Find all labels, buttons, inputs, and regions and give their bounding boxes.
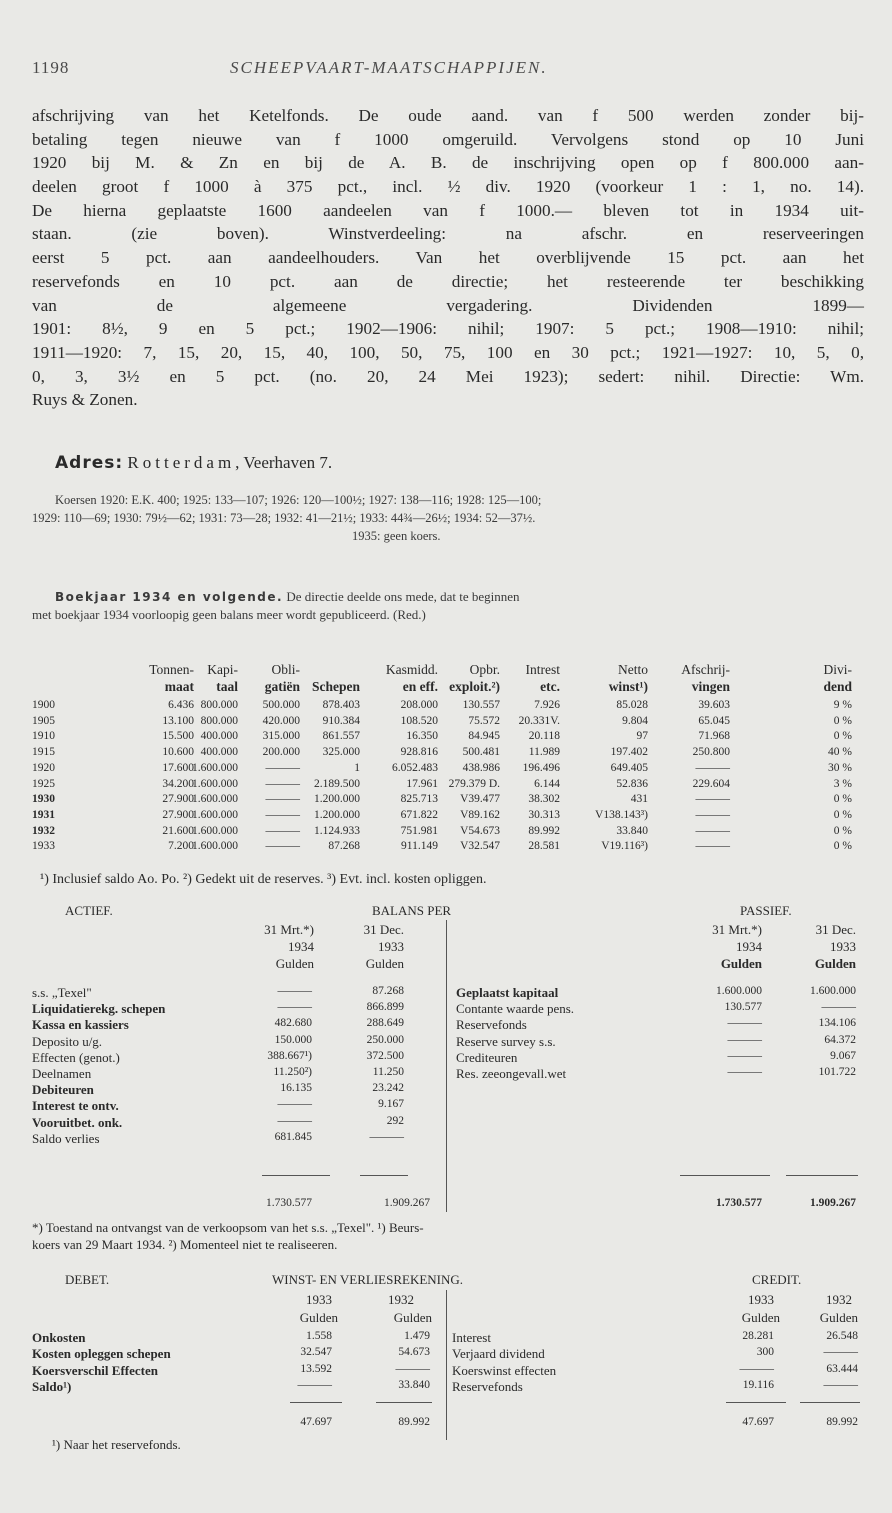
table-cell: 97: [636, 730, 648, 743]
balans-col-head: 1934: [736, 939, 762, 954]
table-cell: ———: [695, 793, 730, 806]
balans-col-head: Gulden: [275, 956, 314, 971]
column-header: Afschrij-: [681, 662, 730, 677]
actief-label: Liquidatierekg. schepen: [32, 1001, 166, 1017]
table-cell: 438.986: [462, 761, 500, 774]
passief-label: Geplaatst kapitaal: [456, 985, 559, 1000]
table-cell: 52.836: [616, 777, 648, 790]
balans-divider: [446, 920, 447, 1212]
table-cell: 27.900: [162, 808, 194, 821]
actief-value-1933: 292: [386, 1114, 404, 1127]
actief-value-1933: 9.167: [378, 1098, 404, 1111]
table-cell: 0 %: [833, 730, 852, 743]
column-header: Intrest: [525, 662, 560, 677]
passief-value-1934: ———: [727, 1033, 762, 1046]
table-cell: 800.000: [200, 699, 238, 711]
table-cell: 40 %: [828, 746, 852, 759]
actief-value-1933: 11.250: [372, 1066, 404, 1078]
table-cell: ———: [695, 840, 730, 853]
actief-label: Effecten (genot.): [32, 1049, 120, 1065]
passief-total-1933: 1.909.267: [810, 1197, 856, 1209]
column-header: Tonnen-: [149, 662, 194, 677]
balans-footnote-1: *) Toestand na ontvangst van de verkoopsom van het s.s. „Texel". ¹) Beurs-: [32, 1220, 424, 1235]
boekjaar-label: Boekjaar 1934 en volgende.: [55, 590, 284, 604]
table-cell: 1.600.000: [192, 793, 238, 806]
actief-title: ACTIEF.: [65, 903, 113, 918]
table-cell: 671.822: [400, 808, 438, 821]
table-cell: ———: [265, 761, 300, 774]
table-cell: V19.116³): [601, 840, 648, 853]
debet-label: Kosten opleggen schepen: [32, 1346, 171, 1362]
credit-label: Koerswinst effecten: [452, 1362, 557, 1378]
boekjaar-text: De directie deelde ons mede, dat te beginnen: [286, 589, 520, 604]
table-cell: 0 %: [833, 714, 852, 727]
balans-title: BALANS PER: [372, 903, 452, 918]
passief-label: Crediteuren: [456, 1049, 518, 1065]
debet-label: Koersverschil Effecten: [32, 1362, 158, 1378]
actief-label: Saldo verlies: [32, 1130, 100, 1146]
table-cell: 89.992: [528, 824, 560, 837]
table-cell: ———: [265, 777, 300, 790]
credit-total-1932: 89.992: [826, 1416, 858, 1428]
actief-label: s.s. „Texel": [32, 985, 92, 1000]
table-cell: 6.052.483: [392, 761, 438, 774]
table-cell: 1.600.000: [192, 808, 238, 821]
actief-value-1933: 372.500: [366, 1049, 404, 1062]
table-cell: ———: [265, 808, 300, 821]
boekjaar-line-2: met boekjaar 1934 voorloopig geen balans meer wordt gepubliceerd. (Red.): [32, 607, 426, 622]
table-cell: 1.124.933: [314, 824, 360, 837]
table-cell: ———: [695, 761, 730, 774]
credit-total-1933: 47.697: [742, 1416, 774, 1428]
balans-col-head: 31 Mrt.*): [712, 922, 762, 937]
table-cell: 6.144: [534, 777, 560, 790]
row-year: 1905: [32, 714, 55, 727]
column-header: Netto: [618, 662, 648, 677]
table-cell: 250.800: [692, 746, 730, 759]
table-cell: 7.926: [534, 699, 560, 711]
balans-col-head: Gulden: [365, 956, 404, 971]
debet-total-1933: 47.697: [300, 1416, 332, 1428]
table-cell: V32.547: [460, 840, 500, 853]
column-header: taal: [216, 679, 238, 694]
table-cell: ———: [265, 840, 300, 853]
actief-value-1934: 482.680: [274, 1017, 312, 1030]
actief-value-1934: ———: [277, 985, 312, 997]
actief-value-1934: 681.845: [274, 1130, 312, 1143]
text-line: 1901: 8½, 9 en 5 pct.; 1902—1906: nihil; 1907: 5 pct.; 1908—1910: nihil;: [32, 319, 864, 339]
actief-value-1933: 250.000: [366, 1033, 404, 1046]
actief-label: Deposito u/g.: [32, 1033, 103, 1049]
winst-col-head: 1932: [826, 1292, 852, 1307]
passief-value-1933: 1.600.000: [810, 985, 856, 997]
passief-value-1934: 130.577: [724, 1001, 762, 1014]
total-rule: [680, 1175, 770, 1176]
address-city: Rotterdam: [127, 453, 236, 472]
column-header: dend: [823, 679, 852, 694]
credit-label: Interest: [452, 1330, 491, 1345]
table-cell: 16.350: [406, 730, 438, 743]
passief-value-1933: ———: [821, 1001, 856, 1014]
text-line: deelen groot f 1000 à 375 pct., incl. ½ div. 1920 (voorkeur 1 : 1, no. 14).: [32, 177, 864, 197]
column-header: etc.: [540, 679, 560, 694]
passief-title: PASSIEF.: [740, 903, 792, 918]
table-cell: 825.713: [400, 793, 438, 806]
table-cell: 20.118: [528, 730, 560, 743]
table-cell: 0 %: [833, 793, 852, 806]
table-cell: 431: [630, 793, 648, 806]
column-header: winst¹): [608, 679, 648, 694]
winst-divider: [446, 1290, 447, 1440]
balance-sheet: [0, 920, 892, 1220]
table-cell: 30.313: [528, 808, 560, 821]
winst-col-head: 1933: [306, 1292, 332, 1307]
profit-loss-statement: [0, 1290, 892, 1460]
table-cell: 84.945: [468, 730, 500, 743]
row-year: 1900: [32, 699, 55, 711]
table-cell: 197.402: [610, 746, 648, 759]
text-line: betaling tegen nieuwe van f 1000 omgeruild. Vervolgens stond op 10 Juni: [32, 129, 864, 149]
winst-title: WINST- EN VERLIESREKENING.: [272, 1272, 464, 1287]
debet-value-1932: 1.479: [404, 1330, 430, 1342]
actief-label: Deelnamen: [32, 1066, 92, 1081]
passief-value-1934: ———: [727, 1017, 762, 1030]
column-header: Schepen: [311, 679, 360, 694]
table-cell: 39.603: [698, 699, 730, 711]
column-header: Kasmidd.: [385, 662, 438, 677]
text-line: eerst 5 pct. aan aandeelhouders. Van het overblijvende 15 pct. aan het: [32, 248, 864, 268]
balans-col-head: 1933: [378, 939, 404, 954]
winst-col-head: Gulden: [819, 1310, 858, 1325]
table-cell: 229.604: [692, 777, 730, 790]
row-year: 1931: [32, 808, 55, 821]
passief-total-1934: 1.730.577: [716, 1197, 762, 1209]
table-cell: 108.520: [400, 714, 438, 727]
actief-label: Debiteuren: [32, 1082, 94, 1098]
actief-value-1934: ———: [277, 1114, 312, 1127]
debet-value-1933: 1.558: [306, 1330, 332, 1342]
table-cell: 800.000: [200, 714, 238, 727]
table-cell: 71.968: [698, 730, 730, 743]
column-header: Obli-: [271, 662, 300, 677]
total-rule: [376, 1402, 432, 1403]
balans-col-head: 1933: [830, 939, 856, 954]
actief-value-1933: 87.268: [372, 985, 404, 997]
table-cell: 928.816: [400, 746, 438, 759]
table-cell: ———: [265, 824, 300, 837]
passief-label: Reserve survey s.s.: [456, 1033, 556, 1049]
column-header: en eff.: [402, 679, 438, 694]
address-label: Adres:: [55, 453, 124, 473]
passief-label: Reservefonds: [456, 1017, 527, 1033]
table-cell: 38.302: [528, 793, 560, 806]
credit-value-1933: ———: [739, 1362, 774, 1375]
winst-footnote: ¹) Naar het reservefonds.: [52, 1437, 181, 1452]
table-cell: 208.000: [400, 699, 438, 711]
actief-value-1934: 11.250²): [273, 1066, 312, 1078]
row-year: 1933: [32, 840, 55, 853]
table-cell: 0 %: [833, 824, 852, 837]
actief-label: Kassa en kassiers: [32, 1017, 129, 1033]
stats-table: [0, 662, 892, 862]
balans-col-head: 31 Dec.: [363, 922, 404, 937]
table-cell: 649.405: [610, 761, 648, 774]
table-cell: 400.000: [200, 746, 238, 759]
table-cell: 75.572: [468, 714, 500, 727]
actief-value-1934: 388.667¹): [267, 1049, 312, 1062]
actief-value-1933: 288.649: [366, 1017, 404, 1030]
table-cell: 9.804: [622, 714, 648, 727]
balans-col-head: 31 Mrt.*): [264, 922, 314, 937]
credit-label: Reservefonds: [452, 1378, 523, 1394]
winst-col-head: Gulden: [741, 1310, 780, 1325]
table-cell: 1.200.000: [314, 793, 360, 806]
debet-value-1932: ———: [395, 1362, 430, 1375]
table-cell: ———: [695, 808, 730, 821]
total-rule: [786, 1175, 858, 1176]
balans-col-head: 1934: [288, 939, 314, 954]
text-line: van de algemeene vergadering. Dividenden 1899—: [32, 295, 864, 315]
table-cell: 279.379 D.: [448, 777, 500, 790]
debet-total-1932: 89.992: [398, 1416, 430, 1428]
table-cell: 27.900: [162, 793, 194, 806]
table-cell: 28.581: [528, 840, 560, 853]
koersen-line-1: Koersen 1920: E.K. 400; 1925: 133—107; 1926: 120—100½; 1927: 138—116; 1928: 125—100;: [55, 493, 542, 507]
table-cell: ———: [265, 793, 300, 806]
table-cell: V89.162: [460, 808, 500, 821]
table-cell: 196.496: [522, 761, 560, 774]
credit-value-1933: 19.116: [742, 1378, 774, 1391]
actief-value-1934: 16.135: [280, 1082, 312, 1095]
table-cell: 87.268: [328, 840, 360, 853]
credit-value-1932: 26.548: [826, 1330, 858, 1342]
balans-footnote-2: koers van 29 Maart 1934. ²) Momenteel niet te realiseeren.: [32, 1237, 338, 1252]
column-header: gatiën: [264, 679, 300, 694]
table-cell: 861.557: [322, 730, 360, 743]
debet-label: Onkosten: [32, 1330, 86, 1345]
table-cell: V138.143³): [595, 808, 648, 821]
row-year: 1915: [32, 746, 55, 759]
table-cell: 751.981: [400, 824, 438, 837]
credit-value-1932: ———: [823, 1346, 858, 1359]
table-cell: 1.600.000: [192, 824, 238, 837]
table-cell: 0 %: [833, 808, 852, 821]
table-cell: V54.673: [460, 824, 500, 837]
text-line: afschrijving van het Ketelfonds. De oude aand. van f 500 werden zonder bij-: [32, 106, 864, 125]
row-year: 1930: [32, 793, 55, 806]
table-cell: 33.840: [616, 824, 648, 837]
credit-value-1933: 300: [756, 1346, 774, 1359]
actief-label: Vooruitbet. onk.: [32, 1114, 123, 1130]
debet-value-1933: ———: [297, 1378, 332, 1391]
table-cell: 1.600.000: [192, 761, 238, 774]
balans-col-head: Gulden: [720, 956, 762, 971]
table-cell: 500.000: [262, 699, 300, 711]
text-line: De hierna geplaatste 1600 aandeelen van f 1000.— bleven tot in 1934 uit-: [32, 200, 864, 220]
table-cell: 1.600.000: [192, 777, 238, 790]
credit-value-1932: ———: [823, 1378, 858, 1391]
table-cell: 34.200: [162, 777, 194, 790]
table-cell: 2.189.500: [314, 777, 360, 790]
actief-value-1933: ———: [369, 1130, 404, 1143]
text-line: reservefonds en 10 pct. aan de directie; het resteerende ter beschikking: [32, 271, 864, 291]
table-cell: 7.200: [168, 840, 194, 853]
passief-value-1933: 134.106: [818, 1017, 856, 1030]
address-street: Veerhaven 7.: [243, 453, 333, 472]
actief-value-1934: 150.000: [274, 1033, 312, 1046]
total-rule: [290, 1402, 342, 1403]
table-cell: 1: [354, 761, 360, 774]
winst-col-head: Gulden: [299, 1310, 338, 1325]
column-header: Divi-: [823, 662, 852, 677]
balans-col-head: 31 Dec.: [815, 922, 856, 937]
text-line: 1920 bij M. & Zn en bij de A. B. de inschrijving open op f 800.000 aan-: [32, 153, 864, 173]
winst-col-head: 1933: [748, 1292, 774, 1307]
column-header: exploit.²): [449, 679, 500, 694]
text-line: 0, 3, 3½ en 5 pct. (no. 20, 24 Mei 1923); sedert: nihil. Directie: Wm.: [32, 366, 864, 386]
boekjaar-line-1: [55, 589, 520, 605]
row-year: 1920: [32, 761, 55, 774]
passief-value-1933: 9.067: [830, 1049, 856, 1062]
actief-value-1933: 23.242: [372, 1082, 404, 1095]
credit-value-1932: 63.444: [826, 1362, 858, 1375]
table-cell: 17.961: [406, 777, 438, 790]
actief-value-1934: ———: [277, 1001, 312, 1014]
total-rule: [360, 1175, 408, 1176]
winst-col-head: 1932: [388, 1292, 414, 1307]
table-cell: 0 %: [833, 840, 852, 853]
table-cell: 1.600.000: [192, 840, 238, 853]
debet-value-1932: 33.840: [398, 1378, 430, 1391]
actief-label: Interest te ontv.: [32, 1098, 119, 1114]
credit-label: Verjaard dividend: [452, 1346, 545, 1362]
table-cell: 65.045: [698, 714, 730, 727]
table-cell: 325.000: [322, 746, 360, 759]
passief-value-1933: 101.722: [818, 1066, 856, 1078]
actief-total-1933: 1.909.267: [384, 1197, 430, 1209]
passief-value-1933: 64.372: [824, 1033, 856, 1046]
row-year: 1925: [32, 777, 55, 790]
address-line: Adres: Rotterdam, Veerhaven 7.: [55, 453, 333, 473]
koersen-line-2: 1929: 110—69; 1930: 79½—62; 1931: 73—28; 1932: 41—21½; 1933: 44¾—26½; 1934: 52—37½.: [32, 511, 536, 525]
credit-title: CREDIT.: [752, 1272, 802, 1287]
row-year: 1932: [32, 824, 55, 837]
table-cell: 400.000: [200, 730, 238, 743]
passief-value-1934: ———: [727, 1049, 762, 1062]
debet-label: Saldo¹): [32, 1378, 72, 1394]
passief-value-1934: 1.600.000: [716, 985, 762, 997]
table-cell: 130.557: [462, 699, 500, 711]
table-cell: 315.000: [262, 730, 300, 743]
debet-title: DEBET.: [65, 1272, 110, 1287]
table-cell: 9 %: [833, 699, 852, 711]
column-header: Opbr.: [469, 662, 500, 677]
total-rule: [726, 1402, 786, 1403]
table-cell: 30 %: [828, 761, 852, 774]
credit-value-1933: 28.281: [742, 1330, 774, 1342]
table-cell: 10.600: [162, 746, 194, 759]
table-cell: 1.200.000: [314, 808, 360, 821]
winst-col-head: Gulden: [393, 1310, 432, 1325]
table-cell: 910.384: [322, 714, 360, 727]
table-cell: 420.000: [262, 714, 300, 727]
column-header: vingen: [691, 679, 730, 694]
table-cell: 11.989: [528, 746, 560, 759]
table-cell: 3 %: [833, 777, 852, 790]
debet-value-1933: 13.592: [300, 1362, 332, 1375]
passief-label: Res. zeeongevall.wet: [456, 1066, 567, 1081]
text-line: Ruys & Zonen.: [32, 390, 138, 410]
running-title: SCHEEPVAART-MAATSCHAPPIJEN.: [230, 58, 548, 77]
table-cell: 911.149: [401, 840, 438, 853]
total-rule: [800, 1402, 860, 1403]
table-cell: 6.436: [168, 699, 194, 711]
total-rule: [262, 1175, 330, 1176]
company-description: [32, 104, 864, 412]
table-cell: 500.481: [462, 746, 500, 759]
table-cell: 878.403: [322, 699, 360, 711]
page-number: 1198: [32, 58, 70, 77]
table-cell: 15.500: [162, 730, 194, 743]
debet-value-1932: 54.673: [398, 1346, 430, 1359]
table-cell: 13.100: [162, 714, 194, 727]
passief-value-1934: ———: [727, 1066, 762, 1078]
table-cell: 85.028: [616, 699, 648, 711]
table-cell: 200.000: [262, 746, 300, 759]
table-cell: V39.477: [460, 793, 500, 806]
passief-label: Contante waarde pens.: [456, 1001, 575, 1017]
table-cell: 20.331V.: [518, 714, 560, 727]
koersen-line-3: 1935: geen koers.: [352, 529, 441, 543]
text-line: 1911—1920: 7, 15, 20, 15, 40, 100, 50, 75, 100 en 30 pct.; 1921—1927: 10, 5, 0,: [32, 342, 864, 362]
stats-footnote: ¹) Inclusief saldo Ao. Po. ²) Gedekt uit de reserves. ³) Evt. incl. kosten opliggen.: [40, 872, 487, 887]
row-year: 1910: [32, 730, 55, 743]
table-cell: 17.600: [162, 761, 194, 774]
debet-value-1933: 32.547: [300, 1346, 332, 1359]
actief-value-1934: ———: [277, 1098, 312, 1111]
actief-value-1933: 866.899: [366, 1001, 404, 1014]
column-header: Kapi-: [207, 662, 238, 677]
balans-col-head: Gulden: [814, 956, 856, 971]
table-cell: ———: [695, 824, 730, 837]
table-cell: 21.600: [162, 824, 194, 837]
text-line: staan. (zie boven). Winstverdeeling: na afschr. en reserveeringen: [32, 224, 864, 244]
actief-total-1934: 1.730.577: [266, 1197, 312, 1209]
column-header: maat: [164, 679, 194, 694]
